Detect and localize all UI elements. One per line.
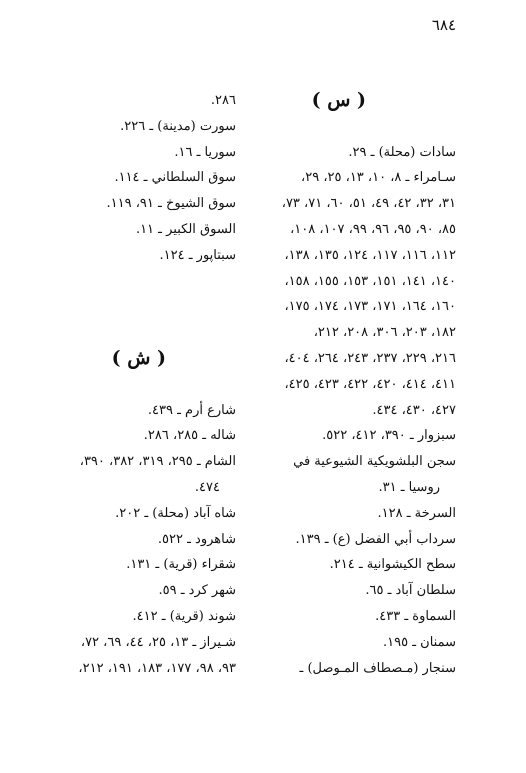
index-entry: ٤١١، ٤١٤، ٤٢٠، ٤٢٢، ٤٢٣، ٤٢٥،	[284, 376, 456, 392]
index-entry: الشام ـ ٢٩٥، ٣١٩، ٣٨٢، ٣٩٠،	[79, 454, 236, 470]
index-entry: سلطان آباد ـ ٦٥.	[365, 583, 456, 599]
index-column-right	[220, 88, 456, 681]
blank-line	[0, 320, 236, 346]
index-entry: شوند (قرية) ـ ٤١٢.	[132, 608, 236, 624]
index-entry: شهر كرد ـ ٥٩.	[158, 583, 236, 599]
index-entry: سطح الكيشوانية ـ ٢١٤.	[329, 557, 456, 573]
index-entry: ٣١، ٣٢، ٤٢، ٤٩، ٥١، ٦٠، ٧١، ٧٣،	[281, 196, 456, 212]
index-entry: سبتاپور ـ ١٢٤.	[159, 247, 236, 263]
index-entry: سـامراء ـ ٨، ١٠، ١٣، ٢٥، ٢٩،	[301, 170, 456, 186]
index-entry: شارع أرم ـ ٤٣٩.	[147, 402, 236, 418]
index-entry: ٢٨٦.	[210, 93, 236, 108]
index-column-left	[0, 88, 236, 681]
blank-line	[0, 372, 236, 398]
index-entry: سورت (مدينة) ـ ٢٢٦.	[120, 118, 236, 134]
section-heading: ( س )	[311, 89, 366, 111]
index-entry: السوق الكبير ـ ١١.	[135, 221, 236, 237]
blank-line	[0, 269, 236, 295]
index-entry: شاله ـ ٢٨٥، ٢٨٦.	[143, 428, 236, 444]
section-heading: ( ش )	[111, 346, 166, 369]
index-entry: شقراء (قرية) ـ ١٣١.	[126, 557, 236, 573]
index-entry: شاهرود ـ ٥٢٢.	[157, 531, 236, 547]
index-entry: سنجار (مـصطاف المـوصل) ـ	[299, 660, 456, 676]
index-entry: ٤٢٧، ٤٣٠، ٤٣٤.	[372, 402, 456, 418]
index-entry: سوق السلطاني ـ ١١٤.	[114, 170, 236, 186]
index-entry: سوريا ـ ١٦.	[174, 144, 236, 160]
index-entry: ٨٥، ٩٠، ٩٥، ٩٦، ٩٩، ١٠٧، ١٠٨،	[290, 221, 456, 237]
blank-line	[220, 114, 456, 140]
page-number: ٦٨٤	[431, 16, 456, 34]
index-entry: شـيراز ـ ١٣، ٢٥، ٤٤، ٦٩، ٧٢،	[80, 634, 236, 650]
index-entry: ٩٣، ٩٨، ١٧٧، ١٨٣، ١٩١، ٢١٢،	[78, 660, 236, 676]
index-entry: سبزوار ـ ٣٩٠، ٤١٢، ٥٢٢.	[322, 428, 456, 444]
index-entry: سجن البلشويكية الشيوعية في	[293, 454, 456, 470]
index-entry: ١٤٠، ١٤١، ١٥١، ١٥٣، ١٥٥، ١٥٨،	[284, 273, 456, 289]
index-entry: شاه آباد (محلة) ـ ٢٠٢.	[115, 505, 236, 521]
index-entry: السماوة ـ ٤٣٣.	[375, 608, 456, 624]
index-entry: ١٦٠، ١٦٤، ١٧١، ١٧٣، ١٧٤، ١٧٥،	[284, 299, 456, 315]
index-entry-continuation: روسيا ـ ٣١.	[378, 479, 440, 495]
index-entry: ١٨٢، ٢٠٣، ٣٠٦، ٢٠٨، ٢١٢،	[313, 325, 456, 341]
index-entry: سرداب أبي الفضل (ع) ـ ١٣٩.	[295, 531, 456, 547]
index-entry: السرخة ـ ١٢٨.	[377, 505, 456, 521]
index-entry-continuation: ٤٧٤.	[194, 479, 220, 495]
index-entry: سادات (محلة) ـ ٢٩.	[348, 144, 456, 160]
index-entry: ١١٢، ١١٦، ١١٧، ١٢٤، ١٣٥، ١٣٨،	[284, 247, 456, 263]
index-entry: سوق الشيوخ ـ ٩١، ١١٩.	[106, 196, 236, 212]
blank-line	[0, 294, 236, 320]
index-entry: ٢١٦، ٢٢٩، ٢٣٧، ٢٤٣، ٢٦٤، ٤٠٤،	[284, 350, 456, 366]
index-entry: سمنان ـ ١٩٥.	[382, 634, 456, 650]
